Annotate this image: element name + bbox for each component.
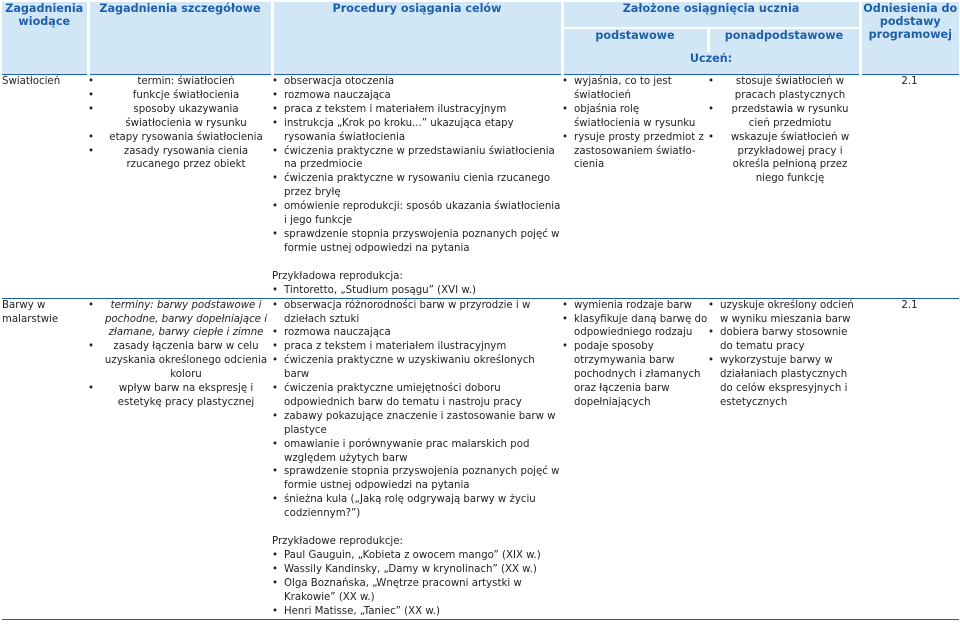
list-item: • praca z tekstem i materiałem ilustracyjnym — [272, 340, 562, 354]
procedures-cell — [272, 75, 562, 299]
list-item: • rysuje prosty przedmiot z zastosowaniem światło-cienia — [562, 131, 708, 173]
procedures-cell — [272, 298, 562, 619]
curriculum-ref-cell: 2.1 — [860, 298, 959, 619]
list-item: • wpływ barw na ekspresję i estetykę pracy plastycznej — [88, 382, 272, 410]
basic-achievements-cell — [562, 298, 708, 619]
header-procedures: Procedury osiągania celów — [272, 2, 562, 75]
header-detailed-topics: Zagadnienia szczegółowe — [88, 2, 272, 75]
list-item: • obserwacja różnorodności barw w przyrodzie i w dziełach sztuki — [272, 299, 562, 327]
reproductions-label: Przykładowa reprodukcja: — [272, 270, 403, 282]
list-item: • Olga Boznańska, „Wnętrze pracowni artystki w Krakowie” (XX w.) — [272, 577, 562, 605]
list-item: • etapy rysowania światłocienia — [88, 131, 272, 145]
list-item: • dobiera barwy stosownie do tematu pracy — [708, 326, 860, 354]
table-row — [2, 75, 959, 299]
list-item: • termin: światłocień — [88, 75, 272, 89]
list-item: • zasady rysowania cienia rzucanego przez obiekt — [88, 145, 272, 173]
list-item: • omówienie reprodukcji: sposób ukazania światłocienia i jego funkcje — [272, 200, 562, 228]
list-item: • ćwiczenia praktyczne w rysowaniu cienia rzucanego przez bryłę — [272, 172, 562, 200]
list-item: • Henri Matisse, „Taniec” (XX w.) — [272, 605, 562, 619]
topic-cell: Barwy w malarstwie — [2, 298, 88, 619]
topic-cell: Światłocień — [2, 75, 88, 299]
list-item: • ćwiczenia praktyczne w przedstawianiu światłocienia na przedmiocie — [272, 145, 562, 173]
list-item: • sposoby ukazywania światłocienia w rysunku — [88, 103, 272, 131]
list-item: • stosuje światłocień w pracach plastycznych — [708, 75, 860, 103]
list-item: • wymienia rodzaje barw — [562, 299, 708, 313]
list-item: • Tintoretto, „Studium posągu” (XVI w.) — [272, 284, 562, 298]
header-student-label: Uczeń: — [562, 52, 860, 75]
table-header — [2, 2, 959, 75]
advanced-achievements-cell — [708, 298, 860, 619]
header-basic-level: podstawowe — [562, 28, 708, 51]
header-curriculum-reference: Odniesienia do podstawy programowej — [860, 2, 959, 75]
list-item: • przedstawia w rysunku cień przedmiotu — [708, 103, 860, 131]
header-student-achievements: Założone osiągnięcia ucznia — [562, 2, 860, 28]
list-item: • praca z tekstem i materiałem ilustracyjnym — [272, 103, 562, 117]
list-item: • ćwiczenia praktyczne w uzyskiwaniu określonych barw — [272, 354, 562, 382]
curriculum-table — [2, 2, 959, 620]
list-item: • funkcje światłocienia — [88, 89, 272, 103]
header-advanced-level: ponadpodstawowe — [708, 28, 860, 51]
reproductions-label: Przykładowe reprodukcje: — [272, 536, 403, 548]
curriculum-ref-cell: 2.1 — [860, 75, 959, 299]
list-item: • zasady łączenia barw w celu uzyskania określonego odcienia koloru — [88, 340, 272, 382]
detail-cell — [88, 75, 272, 299]
list-item: • omawianie i porównywanie prac malarskich pod względem użytych barw — [272, 438, 562, 466]
list-item: • rozmowa nauczająca — [272, 89, 562, 103]
list-item: • Wassily Kandinsky, „Damy w krynolinach” (XX w.) — [272, 563, 562, 577]
list-item: • rozmowa nauczająca — [272, 326, 562, 340]
list-item: • wskazuje światłocień w przykładowej pracy i określa pełnioną przez niego funkcję — [708, 131, 860, 187]
list-item: • terminy: barwy podstawowe i pochodne, barwy dopełniające i złamane, barwy ciepłe i zimne — [88, 299, 272, 341]
detail-cell — [88, 298, 272, 619]
list-item: • zabawy pokazujące znaczenie i zastosowanie barw w plastyce — [272, 410, 562, 438]
list-item: • obserwacja otoczenia — [272, 75, 562, 89]
list-item: • podaje sposoby otrzymywania barw pochodnych i złamanych oraz łączenia barw dopełniających — [562, 340, 708, 410]
table-row — [2, 298, 959, 619]
header-key-topics: Zagadnienia wiodące — [2, 2, 88, 75]
list-item: • klasyfikuje daną barwę do odpowiedniego rodzaju — [562, 313, 708, 341]
list-item: • sprawdzenie stopnia przyswojenia poznanych pojęć w formie ustnej odpowiedzi na pytania — [272, 465, 562, 493]
list-item: • uzyskuje określony odcień w wyniku mieszania barw — [708, 299, 860, 327]
list-item: • objaśnia rolę światłocienia w rysunku — [562, 103, 708, 131]
advanced-achievements-cell — [708, 75, 860, 299]
list-item: • Paul Gauguin, „Kobieta z owocem mango” (XIX w.) — [272, 549, 562, 563]
list-item: • śnieżna kula („Jaką rolę odgrywają barwy w życiu codziennym?”) — [272, 493, 562, 521]
list-item: • wyjaśnia, co to jest światłocień — [562, 75, 708, 103]
list-item: • sprawdzenie stopnia przyswojenia poznanych pojęć w formie ustnej odpowiedzi na pytania — [272, 228, 562, 256]
basic-achievements-cell — [562, 75, 708, 299]
list-item: • ćwiczenia praktyczne umiejętności doboru odpowiednich barw do tematu i nastroju pracy — [272, 382, 562, 410]
list-item: • wykorzystuje barwy w działaniach plastycznych do celów ekspresyjnych i estetycznych — [708, 354, 860, 410]
list-item: • instrukcja „Krok po kroku...” ukazująca etapy rysowania światłocienia — [272, 117, 562, 145]
